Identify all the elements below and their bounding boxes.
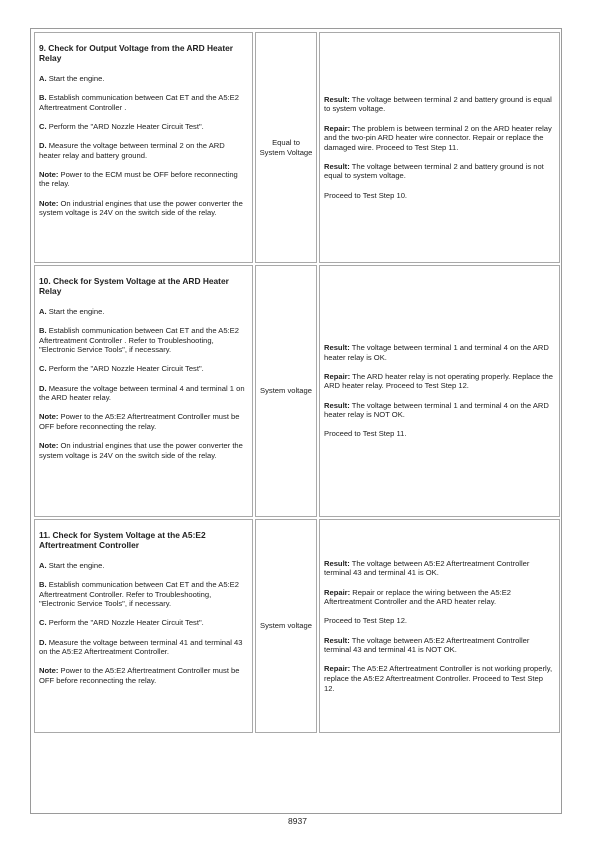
test-step-title: 11. Check for System Voltage at the A5:E2 Aftertreatment Controller xyxy=(39,530,206,551)
note-item: Note: Power to the ECM must be OFF before reconnecting the relay. xyxy=(39,169,238,189)
result-item: Result: The voltage between terminal 1 and terminal 4 on the ARD heater relay is NOT OK. xyxy=(324,400,549,420)
test-step-conditions xyxy=(34,265,253,517)
note-item: Note: Power to the A5:E2 Aftertreatment Controller must be OFF before reconnecting the relay. xyxy=(39,412,240,431)
repair-item: Repair: The ARD heater relay is not operating properly. Replace the ARD heater relay. Proceed to Test Step 12. xyxy=(324,371,553,391)
page-number: 8937 xyxy=(288,816,307,826)
condition-item: B. Establish communication between Cat ET and the A5:E2 Aftertreatment Controller. Refer to Troubleshooting, "Electronic Service Tools", if necessary. xyxy=(39,580,239,609)
test-step-value: System voltage xyxy=(255,519,317,733)
test-step-value: System voltage xyxy=(255,265,317,517)
proceed-item: Proceed to Test Step 12. xyxy=(324,616,408,626)
condition-item: D. Measure the voltage between terminal 41 and terminal 43 on the A5:E2 Aftertreatment Controller. xyxy=(39,637,243,657)
condition-item: C. Perform the "ARD Nozzle Heater Circuit Test". xyxy=(39,121,204,131)
condition-item: C. Perform the "ARD Nozzle Heater Circuit Test". xyxy=(39,618,204,628)
test-step-row xyxy=(34,519,560,733)
note-item: Note: On industrial engines that use the power converter the system voltage is 24V on the switch side of the relay. xyxy=(39,198,243,218)
troubleshooting-steps-table xyxy=(32,30,562,735)
condition-item: A. Start the engine. xyxy=(39,306,105,316)
test-step-row xyxy=(34,32,560,263)
condition-item: C. Perform the "ARD Nozzle Heater Circuit Test". xyxy=(39,364,204,374)
proceed-item: Proceed to Test Step 10. xyxy=(324,190,408,200)
repair-item: Repair: The problem is between terminal 2 on the ARD heater relay and the two-pin ARD heater wire connector. Repair or replace the damaged wire. Proceed to Test Step 11. xyxy=(324,123,552,152)
test-step-title: 9. Check for Output Voltage from the ARD Heater Relay xyxy=(39,43,234,64)
test-step-row xyxy=(34,265,560,517)
test-step-conditions xyxy=(34,519,253,733)
test-step-results xyxy=(319,32,560,263)
condition-item: A. Start the engine. xyxy=(39,560,105,570)
test-step-results xyxy=(319,519,560,733)
test-step-title: 10. Check for System Voltage at the ARD Heater Relay xyxy=(39,276,229,297)
result-item: Result: The voltage between A5:E2 Aftertreatment Controller terminal 43 and terminal 41 is NOT OK. xyxy=(324,635,530,655)
condition-item: D. Measure the voltage between terminal 4 and terminal 1 on the ARD heater relay. xyxy=(39,383,245,403)
result-item: Result: The voltage between A5:E2 Aftertreatment Controller terminal 43 and terminal 41 is OK. xyxy=(324,558,530,578)
test-step-value: Equal to System Voltage xyxy=(255,32,317,263)
result-item: Result: The voltage between terminal 1 and terminal 4 on the ARD heater relay is OK. xyxy=(324,343,549,362)
test-step-conditions xyxy=(34,32,253,263)
condition-item: B. Establish communication between Cat ET and the A5:E2 Aftertreatment Controller . Refer to Troubleshooting, "Electronic Service Tools", if necessary. xyxy=(39,326,239,355)
condition-item: A. Start the engine. xyxy=(39,73,105,83)
result-item: Result: The voltage between terminal 2 and battery ground is equal to system voltage. xyxy=(324,94,552,114)
condition-item: B. Establish communication between Cat ET and the A5:E2 Aftertreatment Controller . xyxy=(39,93,239,112)
note-item: Note: Power to the A5:E2 Aftertreatment Controller must be OFF before reconnecting the relay. xyxy=(39,666,240,685)
test-step-results xyxy=(319,265,560,517)
note-item: Note: On industrial engines that use the power converter the system voltage is 24V on the switch side of the relay. xyxy=(39,441,243,460)
condition-item: D. Measure the voltage between terminal 2 on the ARD heater relay and battery ground. xyxy=(39,140,225,160)
result-item: Result: The voltage between terminal 2 and battery ground is not equal to system voltage. xyxy=(324,161,544,181)
proceed-item: Proceed to Test Step 11. xyxy=(324,429,407,439)
repair-item: Repair: The A5:E2 Aftertreatment Controller is not working properly, replace the A5:E2 Aftertreatment Controller. Proceed to Test Step 12. xyxy=(324,664,553,693)
repair-item: Repair: Repair or replace the wiring between the A5:E2 Aftertreatment Controller and the ARD heater relay. xyxy=(324,587,512,607)
